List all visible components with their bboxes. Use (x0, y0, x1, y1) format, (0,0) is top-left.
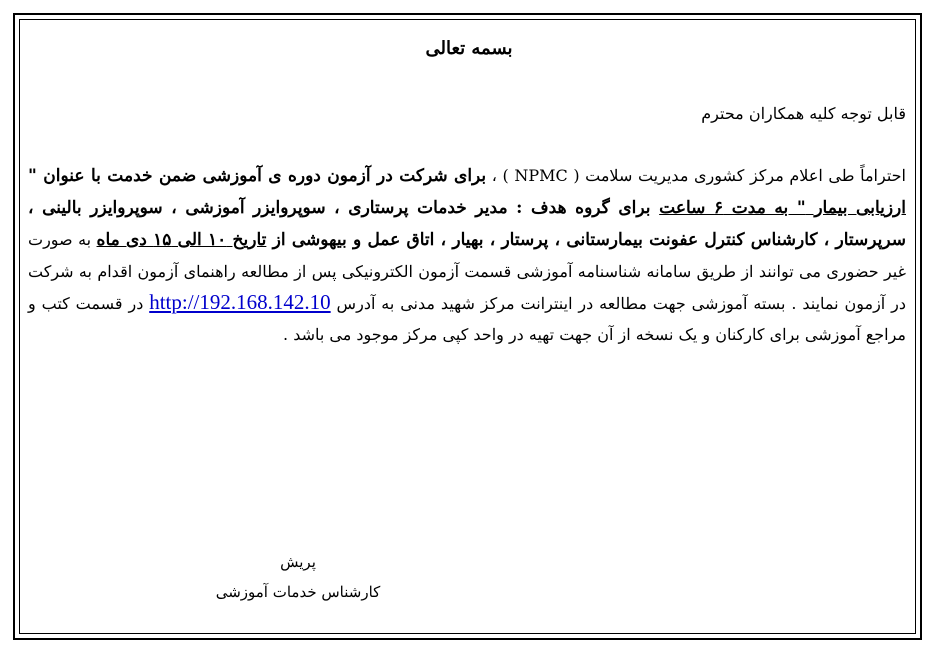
paragraph-intro: احتراماً طی اعلام مرکز کشوری مدیریت سلامت ( NPMC ) ، (486, 166, 906, 185)
document-body (28, 34, 910, 350)
paragraph-closing: در قسمت کتب و مراجع آموزشی برای کارکنان و یک نسخه از آن جهت تهیه در واحد کپی مرکز موجود می باشد . (28, 294, 906, 344)
intranet-link[interactable]: http://192.168.142.10 (149, 290, 331, 314)
signature-name: پریش (280, 553, 316, 571)
course-title: ارزیابی بیمار (805, 198, 906, 218)
greeting-line: قابل توجه کلیه همکاران محترم (701, 104, 906, 123)
exam-date-range: تاریخ ۱۰ الی ۱۵ دی ماه (96, 230, 267, 250)
signature-role: کارشناس خدمات آموزشی (215, 583, 381, 601)
announcement-paragraph (28, 160, 910, 350)
paragraph-course-intro: برای شرکت در آزمون دوره ی آموزشی ضمن خدمت با عنوان " (28, 166, 487, 186)
target-group: برای گروه هدف : مدیر خدمات پرستاری ، سوپروایزر آموزشی ، سوپروایزر بالینی ، سرپرستار ، کارشناس کنترل عفونت بیمارستانی ، پرستار ، بهیار ، اتاق عمل و بیهوشی از (28, 198, 907, 250)
course-duration: " به مدت ۶ ساعت (659, 198, 806, 218)
signature-block (178, 547, 418, 607)
paragraph-instructions: به صورت غیر حضوری می توانند از طریق سامانه شناسنامه آموزشی قسمت آزمون الکترونیکی پس از مطالعه راهنمای آزمون اقدام به شرکت در آزمون نمایند . بسته آموزشی جهت مطالعه در اینترانت مرکز شهید مدنی به آدرس (28, 230, 906, 313)
document-title: بسمه تعالی (425, 38, 513, 59)
